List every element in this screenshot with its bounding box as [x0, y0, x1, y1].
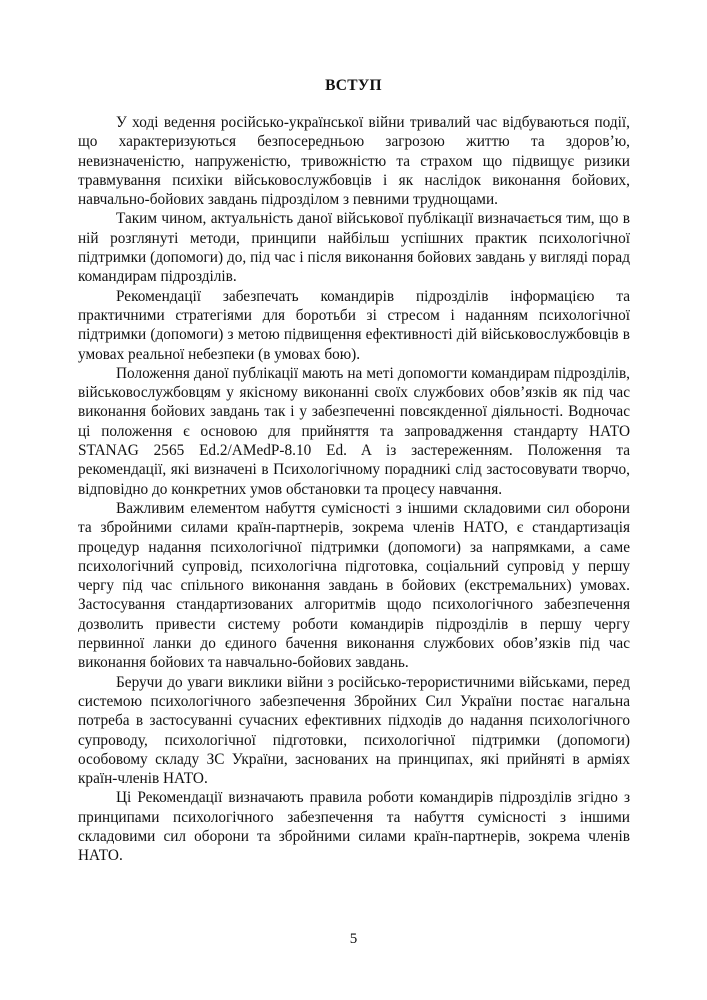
page-title: ВСТУП — [325, 77, 382, 94]
paragraph: Рекомендації забезпечать командирів підрозділів інформацією та практичними стратегіями для боротьби зі стресом і наданням психологічної підтримки (допомоги) з метою підвищення ефективності дій військовослужбовців в умовах реальної небезпеки (в умовах бою). — [78, 287, 630, 363]
paragraph: У ході ведення російсько-української війни тривалий час відбуваються події, що характеризуються безпосередньою загрозою життю та здоров’ю, невизначеністю, напруженістю, тривожністю та страхом що підвищує ризики травмування психіки військовослужбовців і як наслідок виконання бойових, навчально-бойових завдань підрозділом з певними труднощами. — [78, 114, 630, 209]
paragraph: Важливим елементом набуття сумісності з іншими складовими сил оборони та збройними силами країн-партнерів, зокрема членів НАТО, є стандартизація процедур надання психологічної підтримки (допомоги) за напрямками, а саме психологічний супровід, психологічна підготовка, соціальний супровід у першу чергу під час спільного виконання завдань в бойових (екстремальних) умовах. Застосування стандартизованих алгоритмів щодо психологічного забезпечення дозволить привести систему роботи командирів підрозділів в першу чергу первинної ланки до єдиного бачення виконання службових обов’язків під час виконання бойових та навчально-бойових завдань. — [78, 499, 630, 672]
paragraph: Таким чином, актуальність даної військової публікації визначається тим, що в ній розглянуті методи, принципи найбільш успішних практик психологічної підтримки (допомоги) до, під час і після виконання бойових завдань у вигляді порад командирам підрозділів. — [78, 210, 630, 286]
paragraph: Ці Рекомендації визначають правила роботи командирів підрозділів згідно з принципами психологічного забезпечення та набуття сумісності з іншими складовими сил оборони та збройними силами країн-партнерів, зокрема членів НАТО. — [78, 789, 630, 865]
body-text — [78, 113, 630, 866]
paragraph: Беручи до уваги виклики війни з російсько-терористичними військами, перед системою психологічного забезпечення Збройних Сил України постає нагальна потреба в застосуванні сучасних ефективних підходів до надання психологічного супроводу, психологічної підготовки, психологічної підтримки (допомоги) особовому складу ЗС України, заснованих на принципах, які прийняті в арміях країн-членів НАТО. — [78, 673, 630, 788]
page-number: 5 — [349, 931, 358, 947]
paragraph: Положення даної публікації мають на меті допомогти командирам підрозділів, військовослужбовцям у якісному виконанні своїх службових обов’язків як під час виконання бойових завдань так і у забезпеченні повсякденної діяльності. Водночас ці положення є основою для прийняття та запровадження стандарту НАТО STANAG 2565 Ed.2/AMedP-8.10 Ed. A із застереженням. Положення та рекомендації, які визначені в Психологічному порадникі слід застосовувати творчо, відповідно до конкретних умов обстановки та процесу навчання. — [78, 364, 630, 498]
